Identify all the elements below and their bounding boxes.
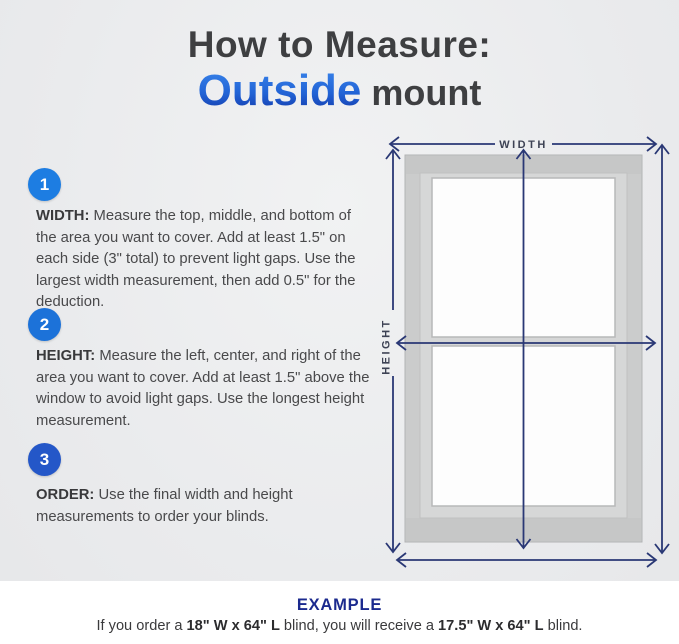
example-suffix: blind. (543, 618, 583, 634)
step-3-instructions (36, 485, 370, 528)
step-1-body: Measure the top, middle, and bottom of the area you want to cover. Add at least 1.5" on each side (3" total) to prevent light gaps. Use the largest width measurement, then add 0.5" for the deduction. (36, 208, 356, 311)
window-diagram (375, 130, 675, 575)
example-middle: blind, you will receive a (279, 618, 439, 634)
step-3-body: Use the final width and height measurements to order your blinds. (36, 487, 293, 525)
example-received-size: 17.5" W x 64" L (438, 618, 544, 634)
height-label: HEIGHT (380, 318, 393, 375)
step-3-number: 3 (39, 449, 50, 469)
example-heading: EXAMPLE (296, 596, 383, 614)
step-2-instructions (36, 346, 370, 432)
step-2-body: Measure the left, center, and right of the area you want to cover. Add at least 1.5" above the window to avoid light gaps. Use the longest height measurement. (36, 348, 370, 429)
title-line2 (0, 67, 679, 125)
step-3-badge (28, 443, 61, 476)
step-3-label: ORDER: (36, 487, 95, 503)
step-2-label: HEIGHT: (36, 348, 96, 364)
example-prefix: If you order a (96, 618, 187, 634)
step-1-label: WIDTH: (36, 208, 90, 224)
step-1-instructions (36, 206, 370, 314)
example-ordered-size: 18" W x 64" L (186, 618, 280, 634)
step-2-number: 2 (39, 314, 50, 334)
example-section (0, 581, 679, 644)
step-1-badge (28, 168, 61, 201)
title-suffix-mount: mount (361, 72, 482, 113)
step-1-number: 1 (39, 174, 50, 194)
example-sentence (0, 618, 679, 634)
title-line1: How to Measure: (187, 24, 492, 65)
width-label: WIDTH (499, 139, 548, 151)
page-title (0, 24, 679, 125)
title-highlight-outside: Outside (197, 66, 362, 115)
